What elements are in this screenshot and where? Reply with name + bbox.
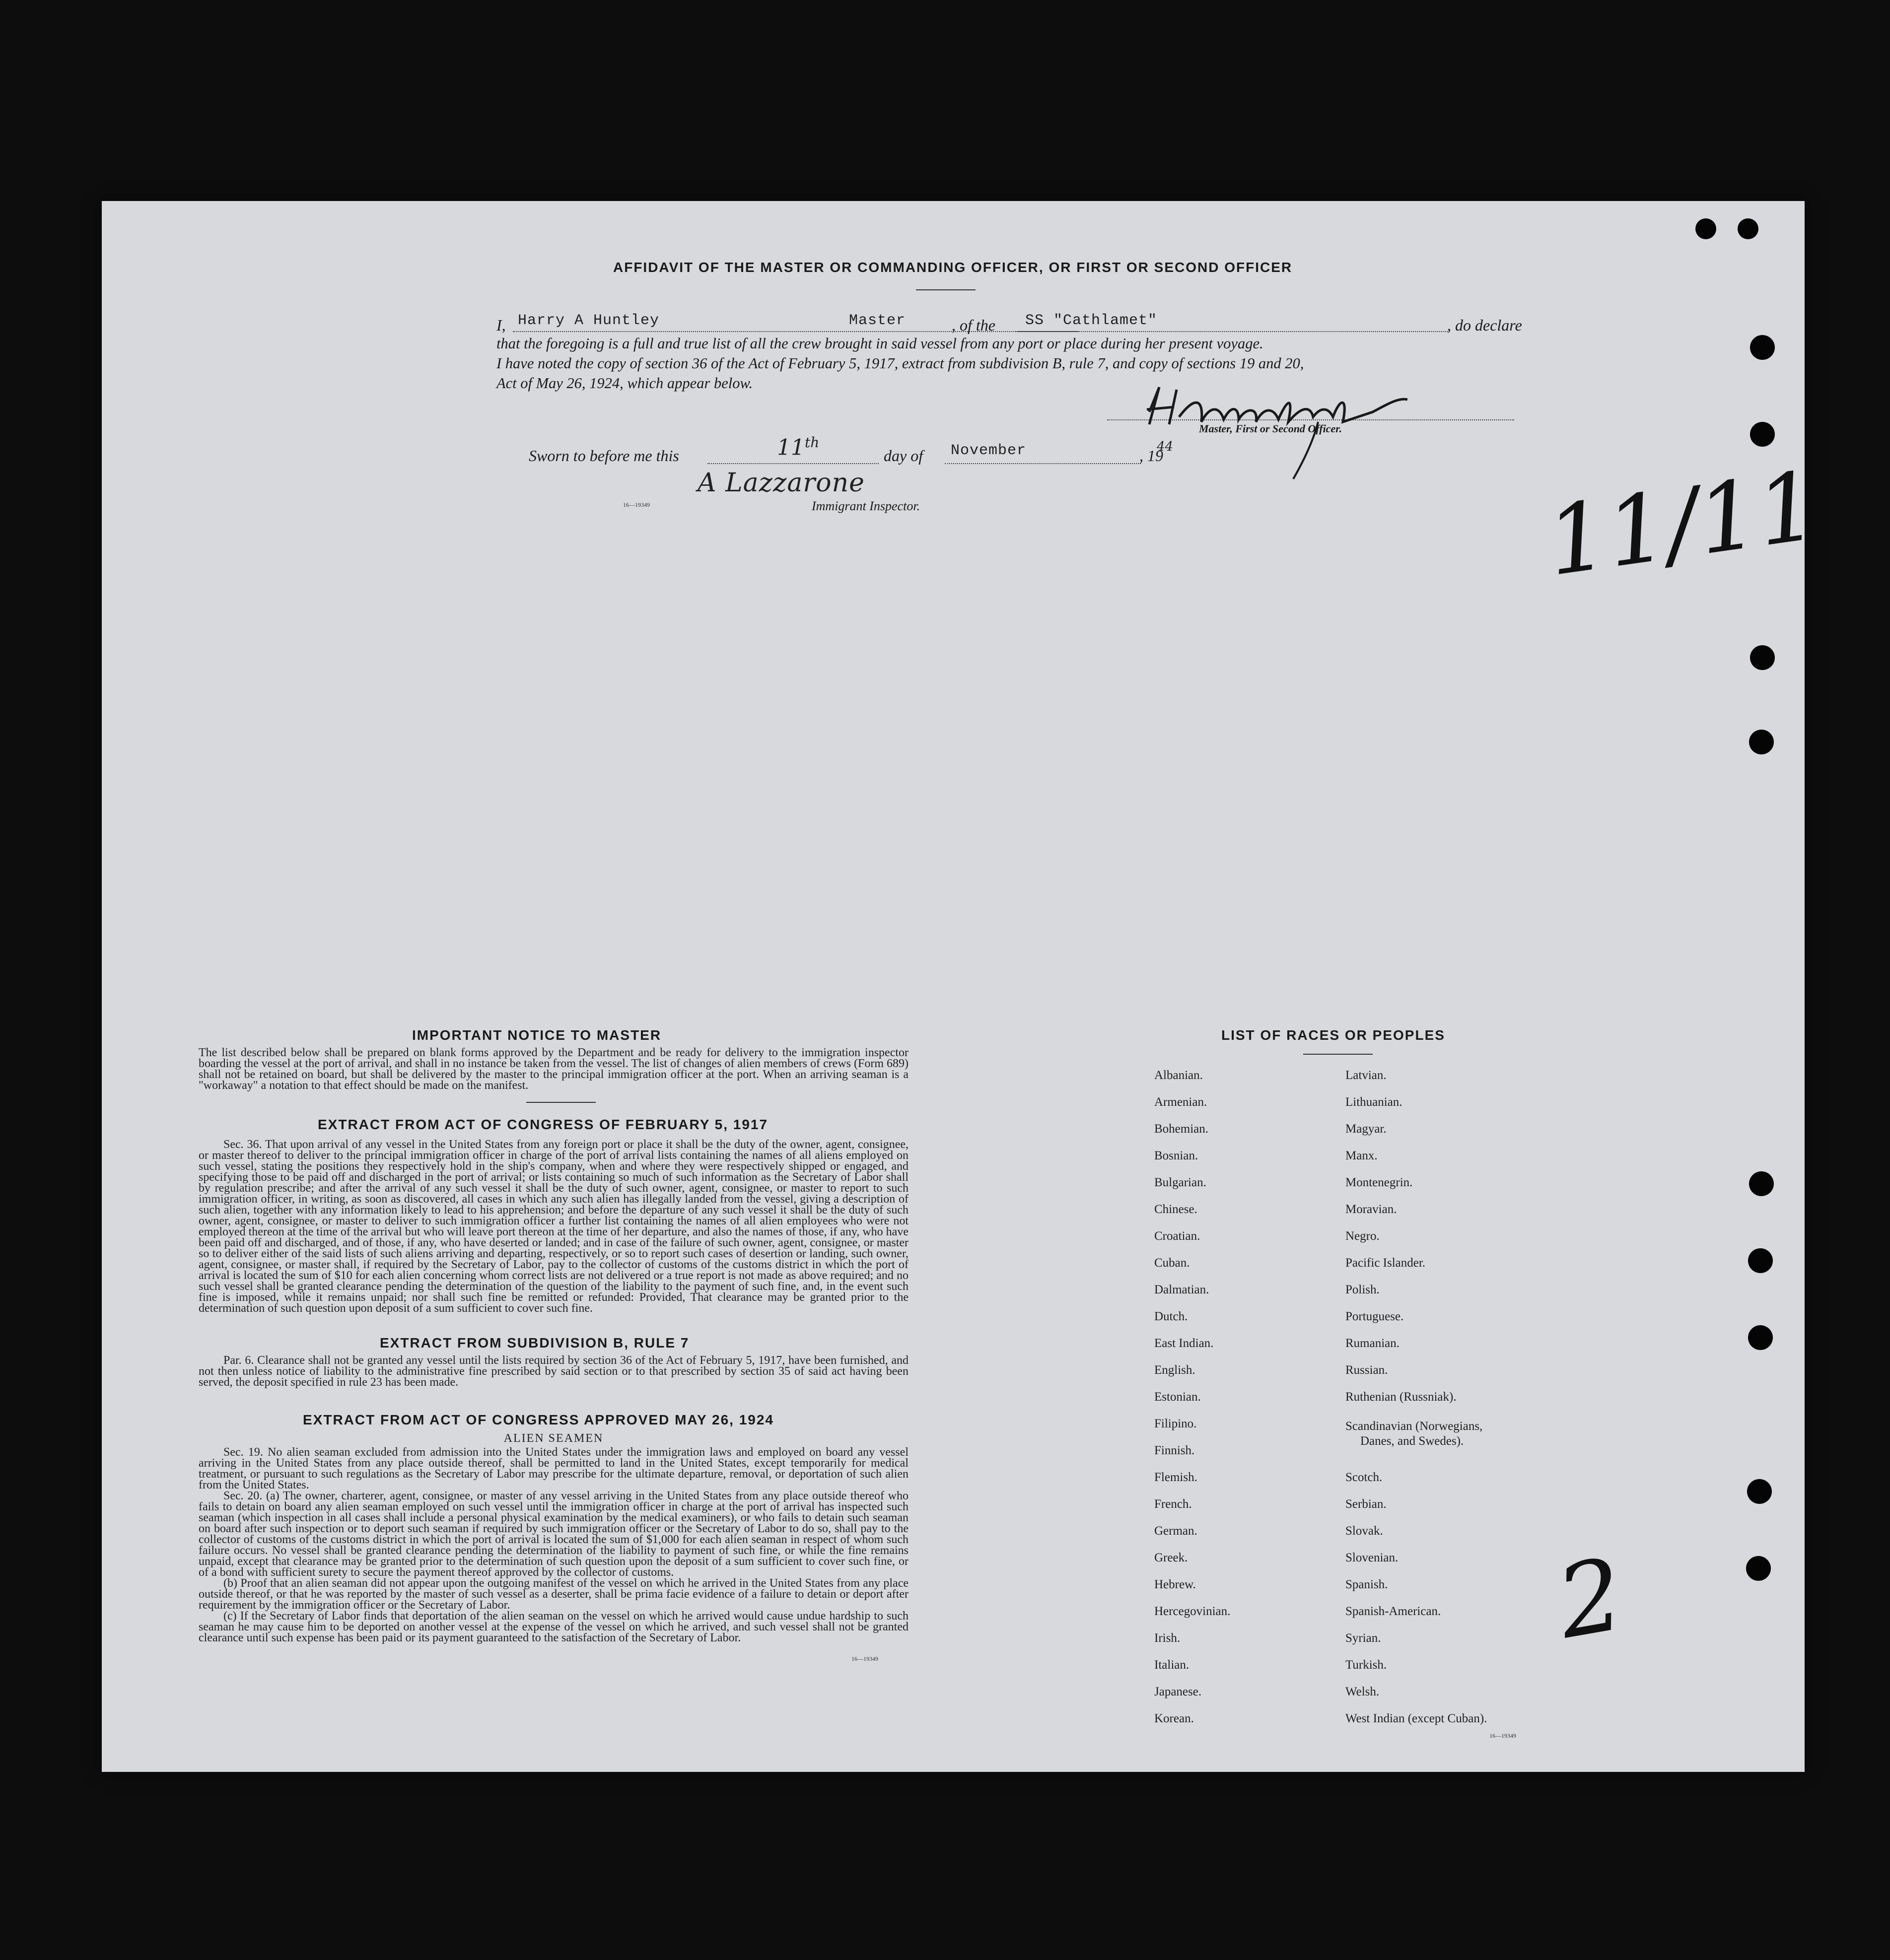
punch-hole (1746, 1556, 1771, 1581)
rank-field: Master (849, 312, 906, 329)
affidavit-page (102, 201, 1825, 1772)
race-item: Hebrew. (1154, 1578, 1196, 1591)
of-the-label: , of the (952, 316, 995, 334)
section-20b-text: (b) Proof that an alien seaman did not appear upon the outgoing manifest of the vessel on which he arrived in the United States from any place outside thereof, or that he was reported by the master of such vessel as a deserter, shall be prima facie evidence of a failure to detain or deport after requirement by the immigration officer or the Secretary of Labor. (199, 1577, 909, 1612)
notice-text: The list described below shall be prepared on blank forms approved by the Department and be ready for delivery to the immigration inspector boarding the vessel at the port of arrival, and shall in no instance be taken from the vessel. The list of changes of alien members of crews (Form 689) shall not be retained on board, but shall be delivered by the master to the principal immigration officer at the port. When an arriving seaman is a "workaway" a notation to that effect should be made on the manifest. (199, 1046, 909, 1092)
sworn-label: Sworn to before me this (529, 447, 679, 465)
races-title: LIST OF RACES OR PEOPLES (1221, 1027, 1445, 1043)
race-item: Croatian. (1154, 1229, 1200, 1243)
race-item: Hercegovinian. (1154, 1605, 1231, 1618)
race-item: Moravian. (1345, 1203, 1397, 1216)
month-field-line (945, 463, 1141, 464)
race-item: Spanish-American. (1345, 1605, 1441, 1618)
race-item: Polish. (1345, 1283, 1380, 1296)
day-value: 11 (777, 435, 805, 461)
race-item: Welsh. (1345, 1685, 1380, 1698)
handwritten-number-mark: 2 (1549, 1536, 1632, 1662)
extract-1917-body (199, 1139, 909, 1314)
race-item: Spanish. (1345, 1578, 1388, 1591)
race-item: English. (1154, 1363, 1195, 1377)
notice-divider (526, 1102, 596, 1103)
section-20c-text: (c) If the Secretary of Labor finds that deportation of the alien seaman on the vessel on which he arrived would cause undue hardship to such seaman he may cause him to be deported on another vessel at the expense of the vessel on which he arrived, and such vessel shall not be granted clearance until such expense has been paid or its payment guaranteed to the satisfaction of the Secretary of Labor. (199, 1610, 909, 1644)
punch-hole (1747, 1479, 1772, 1504)
punch-hole (1738, 218, 1758, 239)
rule-7-title: EXTRACT FROM SUBDIVISION B, RULE 7 (380, 1335, 690, 1351)
affidavit-title: AFFIDAVIT OF THE MASTER OR COMMANDING OFFICER, OR FIRST OR SECOND OFFICER (613, 260, 1293, 275)
do-declare-label: , do declare (1447, 316, 1522, 334)
race-item: Pacific Islander. (1345, 1256, 1426, 1270)
race-item: East Indian. (1154, 1337, 1214, 1350)
race-item: Dutch. (1154, 1310, 1188, 1323)
race-item: French. (1154, 1497, 1192, 1511)
day-field (777, 434, 819, 461)
handwritten-date-mark: 11/11 (1540, 450, 1825, 598)
race-item: Montenegrin. (1345, 1176, 1413, 1189)
punch-hole (1750, 422, 1775, 447)
title-divider (916, 289, 976, 290)
race-item: Japanese. (1154, 1685, 1202, 1698)
extract-1917-title: EXTRACT FROM ACT OF CONGRESS OF FEBRUARY 5, 1917 (318, 1117, 769, 1132)
race-item: Russian. (1345, 1363, 1388, 1377)
race-item: Magyar. (1345, 1122, 1387, 1136)
race-item: Turkish. (1345, 1658, 1387, 1672)
rule-7-body (199, 1355, 909, 1388)
inspector-caption: Immigrant Inspector. (812, 499, 920, 513)
race-item: Syrian. (1345, 1631, 1381, 1645)
year-prefix: , 19 (1139, 447, 1163, 465)
race-item: Danes, and Swedes). (1360, 1434, 1464, 1448)
section-19-text: Sec. 19. No alien seaman excluded from admission into the United States under the immigration laws and employed on board any vessel arriving in the United States from any place outside thereof, shall be permitted to land in the United States, except temporarily for medical treatment, or pursuant to such regulations as the Secretary of Labor may prescribe for the ultimate departure, removal, or deportation of such alien from the United States. (199, 1446, 909, 1491)
notice-form-number: 16—19349 (851, 1655, 878, 1662)
race-item: Manx. (1345, 1149, 1378, 1162)
race-item: Finnish. (1154, 1444, 1195, 1457)
punch-hole (1750, 645, 1775, 670)
race-item: Dalmatian. (1154, 1283, 1209, 1296)
affidavit-line-3: I have noted the copy of section 36 of the Act of February 5, 1917, extract from subdivision B, rule 7, and copy of sections 19 and 20, (496, 355, 1304, 372)
month-field: November (951, 442, 1027, 459)
race-item: Chinese. (1154, 1203, 1197, 1216)
day-suffix: th (805, 434, 820, 451)
race-item: Albanian. (1154, 1069, 1203, 1082)
race-item: Lithuanian. (1345, 1095, 1402, 1109)
race-item: Flemish. (1154, 1471, 1197, 1484)
race-item: Latvian. (1345, 1069, 1387, 1082)
race-item: West Indian (except Cuban). (1345, 1712, 1487, 1725)
affidavit-line-2: that the foregoing is a full and true list of all the crew brought in said vessel from any port or place during her present voyage. (496, 335, 1263, 352)
race-item: Scandinavian (Norwegians, (1345, 1419, 1483, 1433)
paragraph-6-text: Par. 6. Clearance shall not be granted any vessel until the lists required by section 36 of the Act of February 5, 1917, have been furnished, and not then unless notice of liability to the administrative fine prescribed by said section or to that prescribed by section 35 of said act having been served, the deposit specified in rule 23 has been made. (199, 1354, 909, 1389)
race-item: Bulgarian. (1154, 1176, 1206, 1189)
section-20a-text: Sec. 20. (a) The owner, charterer, agent, consignee, or master of any vessel arriving in the United States from any place outside thereof who fails to detain on board any alien seaman employed on such vessel until the immigration officer in charge at the port of arrival has inspected such seaman (which inspection in all cases shall include a personal physical examination by the medical examiners), or who fails to detain such seaman on board after such inspection or to deport such seaman if required by such immigration officer or the Secretary of Labor to do so, shall pay to the collector of customs of the customs district in which the port of arrival is located the sum of $1,000 for each alien seaman in respect of whom such failure occurs. No vessel shall be granted clearance pending the determination of the liability to payment of such fine, or while the fine remains unpaid, except that clearance may be granted prior to the determination of such question upon the deposit of a sum sufficient to cover such fine, or of a bond with sufficient surety to secure the payment thereof approved by the collector of customs. (199, 1489, 909, 1579)
extract-1924-title: EXTRACT FROM ACT OF CONGRESS APPROVED MAY 26, 1924 (303, 1412, 774, 1427)
punch-hole (1750, 335, 1775, 360)
race-item: Estonian. (1154, 1390, 1201, 1404)
race-item: Slovenian. (1345, 1551, 1399, 1564)
section-36-text: Sec. 36. That upon arrival of any vessel in the United States from any foreign port or place it shall be the duty of the owner, agent, consignee, or master thereof to deliver to the principal immigration officer in charge of the port of arrival lists containing the names of all aliens employed on such vessel, stating the positions they respectively hold in the ship's company, when and where they were respectively shipped or engaged, and specifying those to be paid off and discharged in the port of arrival; or lists containing so much of such information as the Secretary of Labor shall by regulation prescribe; and after the arrival of any such vessel it shall be the duty of such owner, agent, consignee, or master to report to such immigration officer, in writing, as soon as discovered, all cases in which any such alien has illegally landed from the vessel, giving a description of such alien, together with any information likely to lead to his apprehension; and before the departure of any such vessel it shall be the duty of such owner, agent, consignee, or master to deliver to such immigration officer a further list containing the names of all alien employees who were not employed thereon at the time of the arrival but who will leave port thereon at the time of her departure, and also the names of those, if any, who have been paid off and discharged, and of those, if any, who have deserted or landed; and in case of the failure of such owner, agent, consignee, or master so to deliver either of the said lists of such aliens arriving and departing, respectively, or so to report such cases of desertion or landing, such owner, agent, consignee, or master shall, if required by the Secretary of Labor, pay to the collector of customs of the customs district in which the port of arrival is located the sum of $10 for each alien concerning whom correct lists are not delivered or a true report is not made as above required; and no such vessel shall be granted clearance pending the determination of the question of the liability to the payment of such fine, and, in the event such fine is imposed, while it remains unpaid; nor shall such fine be remitted or refunded: Provided, That clearance may be granted prior to the determination of such question upon deposit of a sum sufficient to cover such fine. (199, 1138, 909, 1315)
year-field: 44 (1157, 439, 1174, 454)
day-of-label: day of (884, 447, 923, 465)
alien-seamen-subtitle: ALIEN SEAMEN (503, 1432, 604, 1445)
race-item: Rumanian. (1345, 1337, 1400, 1350)
punch-hole (1748, 1325, 1773, 1350)
races-form-number: 16—19349 (1489, 1732, 1516, 1739)
race-item: Serbian. (1345, 1497, 1387, 1511)
punch-hole (1695, 218, 1716, 239)
race-item: Slovak. (1345, 1524, 1383, 1538)
day-field-line (707, 463, 879, 464)
race-item: Negro. (1345, 1229, 1380, 1243)
race-item: Korean. (1154, 1712, 1194, 1725)
race-item: Greek. (1154, 1551, 1188, 1564)
race-item: Irish. (1154, 1631, 1181, 1645)
vessel-name-field: SS "Cathlamet" (1025, 312, 1158, 329)
signature-caption: Master, First or Second Officer. (1199, 422, 1342, 435)
race-item: Armenian. (1154, 1095, 1207, 1109)
affidavit-line-4: Act of May 26, 1924, which appear below. (496, 375, 753, 392)
inspector-signature: A Lazzarone (698, 468, 865, 498)
master-name-field: Harry A Huntley (518, 312, 660, 329)
race-item: Bohemian. (1154, 1122, 1209, 1136)
race-item: Cuban. (1154, 1256, 1190, 1270)
race-item: Bosnian. (1154, 1149, 1198, 1162)
vessel-field-line (1015, 331, 1450, 332)
notice-title: IMPORTANT NOTICE TO MASTER (412, 1027, 662, 1043)
notice-body (199, 1047, 909, 1091)
race-item: Italian. (1154, 1658, 1190, 1672)
i-label: I, (496, 316, 506, 334)
race-item: Scotch. (1345, 1471, 1383, 1484)
race-item: German. (1154, 1524, 1197, 1538)
extract-1924-body (199, 1447, 909, 1643)
races-divider (1303, 1054, 1373, 1055)
affidavit-form-number: 16—19349 (623, 501, 650, 508)
race-item: Portuguese. (1345, 1310, 1404, 1323)
race-item: Filipino. (1154, 1417, 1197, 1430)
punch-hole (1749, 730, 1774, 754)
race-item: Ruthenian (Russniak). (1345, 1390, 1457, 1404)
punch-hole (1749, 1171, 1774, 1196)
punch-hole (1748, 1248, 1773, 1273)
